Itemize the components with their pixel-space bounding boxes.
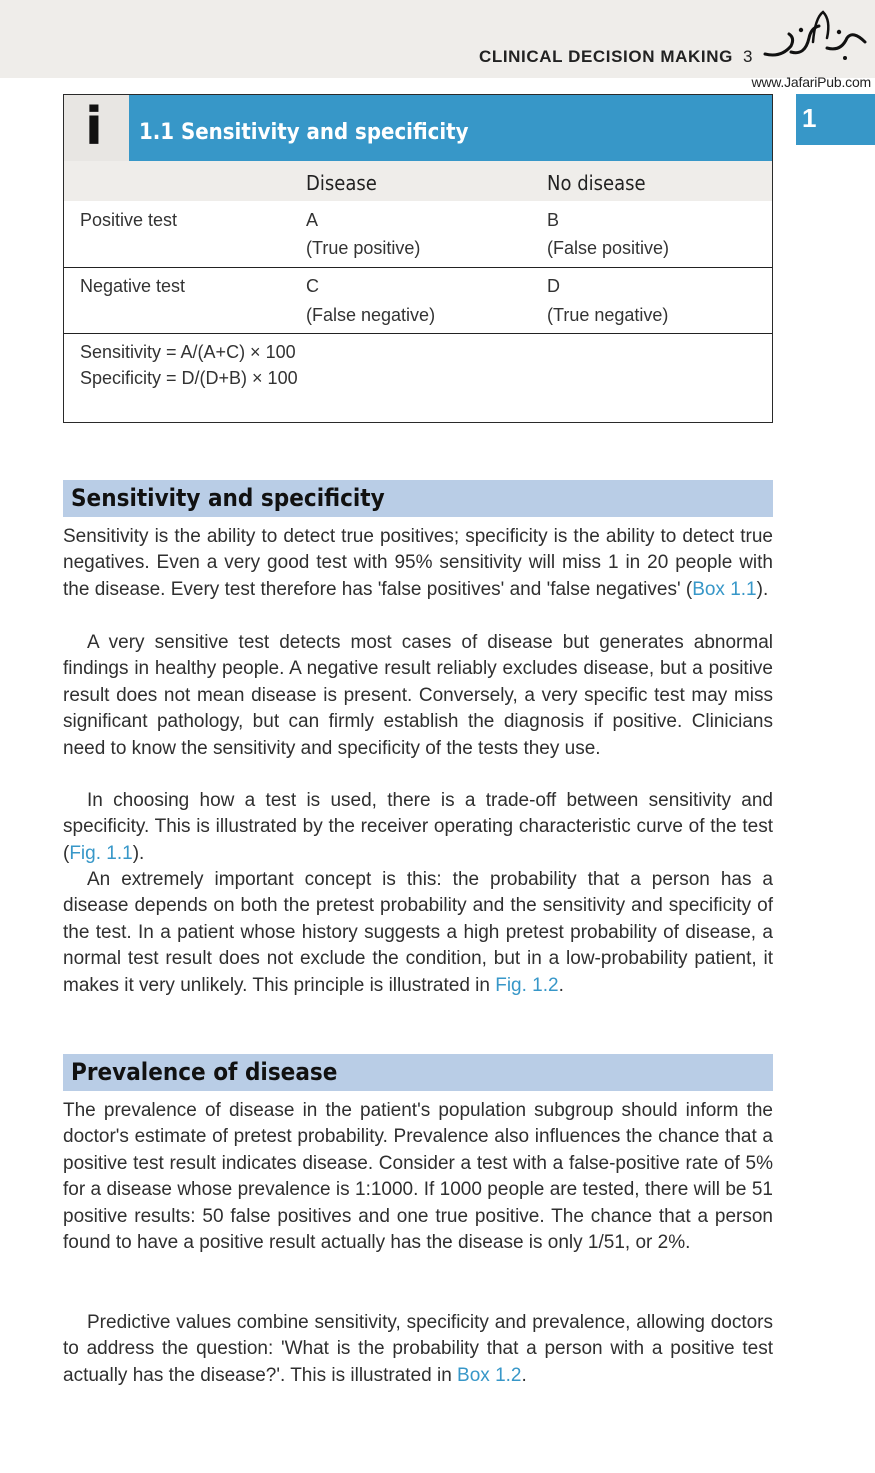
logo-url: www.JafariPub.com: [751, 74, 871, 90]
chapter-tab: [796, 94, 875, 145]
cell-b-letter: B: [547, 210, 560, 230]
cell-d-desc: (True negative): [547, 305, 669, 325]
box-header: [64, 95, 772, 161]
column-header-no-disease: No disease: [547, 171, 646, 195]
publisher-logo-icon: [761, 8, 869, 64]
cell-a-letter: A: [306, 210, 319, 230]
paragraph-5: The prevalence of disease in the patient's population subgroup should inform the doctor's estimate of pretest probability. Prevalence also influences the chance that a positive test result indicates disease. Consider a test with a false-positive rate of 5% for a disease whose prevalence is 1:1000. If 1000 people are tested, there will be 51 positive results: 50 false positives and one true positive. The chance that a person found to have a positive result actually has the disease is only 1/51, or 2%.: [63, 1100, 773, 1254]
running-head: [479, 47, 753, 67]
box-title: 1.1 Sensitivity and specificity: [139, 120, 469, 145]
section-heading-sensitivity: Sensitivity and specificity: [63, 480, 773, 517]
page-number: 3: [742, 47, 753, 66]
link-fig-1-1[interactable]: Fig. 1.1: [69, 842, 133, 864]
section-heading-prevalence: Prevalence of disease: [63, 1054, 773, 1091]
info-icon: i: [64, 95, 129, 161]
paragraph-2: A very sensitive test detects most cases of disease but generates abnormal findings in healthy people. A negative result reliably excludes disease, but a positive result does not mean disease is present. Conversely, a very specific test may miss significant pathology, but can firmly establish the diagnosis if positive. Clinicians need to know the sensitivity and specificity of the tests they use.: [63, 632, 773, 759]
link-box-1-1[interactable]: Box 1.1: [692, 578, 757, 600]
paragraph-6: Predictive values combine sensitivity, specificity and prevalence, allowing doctors to address the question: 'What is the probability that a person with a positive test actually has the disease?'. This is illustrated in Box 1.2.: [63, 1312, 773, 1386]
running-title: CLINICAL DECISION MAKING: [478, 47, 733, 66]
cell-b-desc: (False positive): [547, 238, 670, 258]
cell-a-desc: (True positive): [306, 238, 421, 258]
column-header-band: [64, 161, 772, 201]
box-title-bar: [129, 95, 772, 161]
cell-c-letter: C: [306, 276, 319, 296]
column-header-disease: Disease: [306, 171, 377, 195]
formula-specificity: Specificity = D/(D+B) × 100: [80, 368, 298, 388]
chapter-number: 1: [802, 103, 817, 133]
formula-sensitivity: Sensitivity = A/(A+C) × 100: [80, 342, 296, 362]
row-divider: [64, 267, 772, 268]
info-box: [63, 94, 773, 423]
row-divider: [64, 333, 772, 334]
row-label-negative: Negative test: [80, 276, 186, 296]
link-fig-1-2[interactable]: Fig. 1.2: [495, 974, 559, 996]
paragraph-3: In choosing how a test is used, there is a trade-off between sensitivity and specificity. This is illustrated by the receiver operating characteristic curve of the test (Fig. 1.1).: [63, 790, 773, 864]
cell-c-desc: (False negative): [306, 305, 436, 325]
paragraph-1: Sensitivity is the ability to detect true positives; specificity is the ability to detect true negatives. Even a very good test with 95% sensitivity will miss 1 in 20 people with the disease. Every test therefore has 'false positives' and 'false negatives' (Box 1.1).: [63, 526, 773, 600]
link-box-1-2[interactable]: Box 1.2: [457, 1364, 522, 1386]
cell-d-letter: D: [547, 276, 560, 296]
paragraph-4: An extremely important concept is this: the probability that a person has a disease depends on both the pretest probability and the sensitivity and specificity of the test. In a patient whose history suggests a high pretest probability of disease, a normal test result does not exclude the condition, but in a low-probability patient, it makes it very unlikely. This principle is illustrated in Fig. 1.2.: [63, 869, 773, 996]
row-label-positive: Positive test: [80, 210, 178, 230]
